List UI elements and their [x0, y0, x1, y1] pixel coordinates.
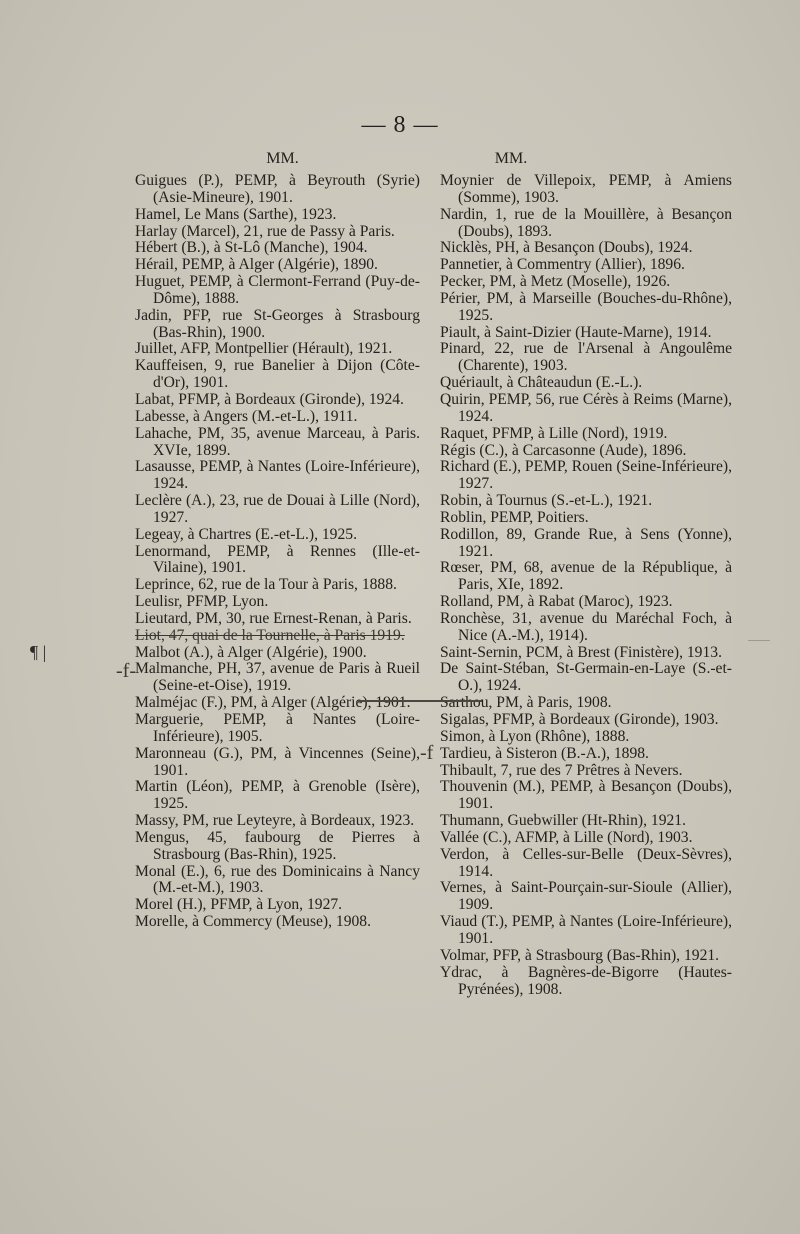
list-entry: Labat, PFMP, à Bordeaux (Gironde), 1924.	[135, 390, 404, 408]
list-entry: Lieutard, PM, 30, rue Ernest-Renan, à Paris.	[135, 609, 412, 627]
list-entry: Maronneau (G.), PM, à Vincennes (Seine), 1901.	[135, 744, 420, 779]
list-entry: Viaud (T.), PEMP, à Nantes (Loire-Inférieure), 1901.	[440, 913, 732, 947]
list-entry: Ydrac, à Bagnères-de-Bigorre (Hautes-Pyrénées), 1908.	[440, 963, 732, 998]
list-entry: Régis (C.), à Carcasonne (Aude), 1896.	[440, 441, 687, 459]
list-entry: Leclère (A.), 23, rue de Douai à Lille (Nord), 1927.	[135, 492, 420, 526]
left-column	[135, 148, 420, 931]
list-entry: Thumann, Guebwiller (Ht-Rhin), 1921.	[440, 812, 686, 830]
handwritten-cross-mark: -f	[420, 742, 434, 764]
list-entry: Rodillon, 89, Grande Rue, à Sens (Yonne), 1921.	[440, 525, 732, 560]
list-entry: Nardin, 1, rue de la Mouillère, à Besançon (Doubs), 1893.	[440, 205, 732, 240]
list-entry: Lasausse, PEMP, à Nantes (Loire-Inférieure), 1924.	[135, 458, 420, 493]
list-entry: Harlay (Marcel), 21, rue de Passy à Paris.	[135, 222, 395, 240]
list-entry: Vernes, à Saint-Pourçain-sur-Sioule (Allier), 1909.	[440, 879, 732, 914]
footer-rule	[358, 700, 482, 702]
list-entry: Rolland, PM, à Rabat (Maroc), 1923.	[440, 593, 673, 611]
page-number: — 8 —	[361, 112, 439, 138]
list-entry: Vallée (C.), AFMP, à Lille (Nord), 1903.	[440, 828, 693, 846]
list-entry: Huguet, PEMP, à Clermont-Ferrand (Puy-de-Dôme), 1888.	[135, 273, 420, 307]
list-entry: Leulisr, PFMP, Lyon.	[135, 593, 269, 611]
handwritten-cross-mark: -f-	[116, 660, 136, 682]
list-entry: Malmanche, PH, 37, avenue de Paris à Rueil (Seine-et-Oise), 1919.	[135, 660, 420, 695]
list-entry: Nicklès, PH, à Besançon (Doubs), 1924.	[440, 239, 693, 257]
list-entry: Mengus, 45, faubourg de Pierres à Strasbourg (Bas-Rhin), 1925.	[135, 828, 420, 863]
list-entry: Richard (E.), PEMP, Rouen (Seine-Inférieure), 1927.	[440, 458, 732, 493]
list-entry: Moynier de Villepoix, PEMP, à Amiens (Somme), 1903.	[440, 172, 732, 206]
list-entry: Thouvenin (M.), PEMP, à Besançon (Doubs), 1901.	[440, 778, 732, 813]
list-entry: Martin (Léon), PEMP, à Grenoble (Isère), 1925.	[135, 778, 420, 813]
list-entry: Piault, à Saint-Dizier (Haute-Marne), 1914.	[440, 323, 712, 341]
list-entry: Jadin, PFP, rue St-Georges à Strasbourg (Bas-Rhin), 1900.	[135, 306, 420, 341]
list-entry: Labesse, à Angers (M.-et-L.), 1911.	[135, 407, 358, 425]
list-entry: Hébert (B.), à St-Lô (Manche), 1904.	[135, 239, 368, 257]
list-entry: Lenormand, PEMP, à Rennes (Ille-et-Vilaine), 1901.	[135, 542, 420, 577]
list-entry: Hamel, Le Mans (Sarthe), 1923.	[135, 205, 337, 223]
list-entry: Thibault, 7, rue des 7 Prêtres à Nevers.	[440, 761, 683, 779]
list-entry: Roblin, PEMP, Poitiers.	[440, 508, 589, 526]
list-entry: Tardieu, à Sisteron (B.-A.), 1898.	[440, 744, 649, 762]
list-entry: Leprince, 62, rue de la Tour à Paris, 1888.	[135, 576, 397, 594]
list-entry: Juillet, AFP, Montpellier (Hérault), 1921.	[135, 340, 393, 358]
list-entry: Kauffeisen, 9, rue Banelier à Dijon (Côte-d'Or), 1901.	[135, 357, 420, 392]
list-entry: Morelle, à Commercy (Meuse), 1908.	[135, 913, 372, 931]
list-entry: Pinard, 22, rue de l'Arsenal à Angoulême (Charente), 1903.	[440, 340, 732, 375]
list-entry: De Saint-Stéban, St-Germain-en-Laye (S.-et-O.), 1924.	[440, 660, 732, 695]
list-entry: Raquet, PFMP, à Lille (Nord), 1919.	[440, 424, 668, 442]
list-entry: Hérail, PEMP, à Alger (Algérie), 1890.	[135, 256, 378, 274]
list-entry: Marguerie, PEMP, à Nantes (Loire-Inférieure), 1905.	[135, 711, 420, 745]
list-entry: Malméjac (F.), PM, à Alger (Algérie), 1901.	[135, 694, 411, 712]
list-entry: Malbot (A.), à Alger (Algérie), 1900.	[135, 643, 367, 661]
list-entry: Sarthou, PM, à Paris, 1908.	[440, 694, 612, 712]
list-entry: Pannetier, à Commentry (Allier), 1896.	[440, 256, 685, 274]
right-column	[440, 148, 732, 998]
margin-stamp-mark	[748, 622, 770, 641]
list-entry: Massy, PM, rue Leyteyre, à Bordeaux, 1923.	[135, 812, 415, 830]
list-entry: Morel (H.), PFMP, à Lyon, 1927.	[135, 896, 343, 914]
list-entry: Lahache, PM, 35, avenue Marceau, à Paris. XVIe, 1899.	[135, 424, 420, 459]
list-entry: Saint-Sernin, PCM, à Brest (Finistère), 1913.	[440, 643, 722, 661]
left-column-heading: MM.	[266, 150, 299, 167]
list-entry: Sigalas, PFMP, à Bordeaux (Gironde), 1903.	[440, 711, 719, 728]
list-entry: Rœser, PM, 68, avenue de la République, à Paris, XIe, 1892.	[440, 559, 732, 594]
margin-note: ¶ |	[30, 642, 47, 662]
list-entry: Verdon, à Celles-sur-Belle (Deux-Sèvres), 1914.	[440, 845, 732, 880]
list-entry: Périer, PM, à Marseille (Bouches-du-Rhône), 1925.	[440, 289, 732, 324]
list-entry: Guigues (P.), PEMP, à Beyrouth (Syrie) (Asie-Mineure), 1901.	[135, 172, 420, 206]
list-entry: Monal (E.), 6, rue des Dominicains à Nancy (M.-et-M.), 1903.	[135, 862, 420, 897]
list-entry: Quériault, à Châteaudun (E.-L.).	[440, 374, 643, 392]
list-entry: Simon, à Lyon (Rhône), 1888.	[440, 727, 630, 745]
list-entry: Robin, à Tournus (S.-et-L.), 1921.	[440, 492, 653, 510]
list-entry: Pecker, PM, à Metz (Moselle), 1926.	[440, 273, 671, 291]
list-entry: Legeay, à Chartres (E.-et-L.), 1925.	[135, 525, 357, 543]
list-entry: Volmar, PFP, à Strasbourg (Bas-Rhin), 1921.	[440, 946, 720, 964]
list-entry: Ronchèse, 31, avenue du Maréchal Foch, à Nice (A.-M.), 1914).	[440, 609, 732, 644]
list-entry: Quirin, PEMP, 56, rue Cérès à Reims (Marne), 1924.	[440, 390, 732, 425]
struck-entry: Liot, 47, quai de la Tournelle, à Paris 1919.	[135, 626, 405, 644]
right-column-heading: MM.	[494, 150, 528, 167]
